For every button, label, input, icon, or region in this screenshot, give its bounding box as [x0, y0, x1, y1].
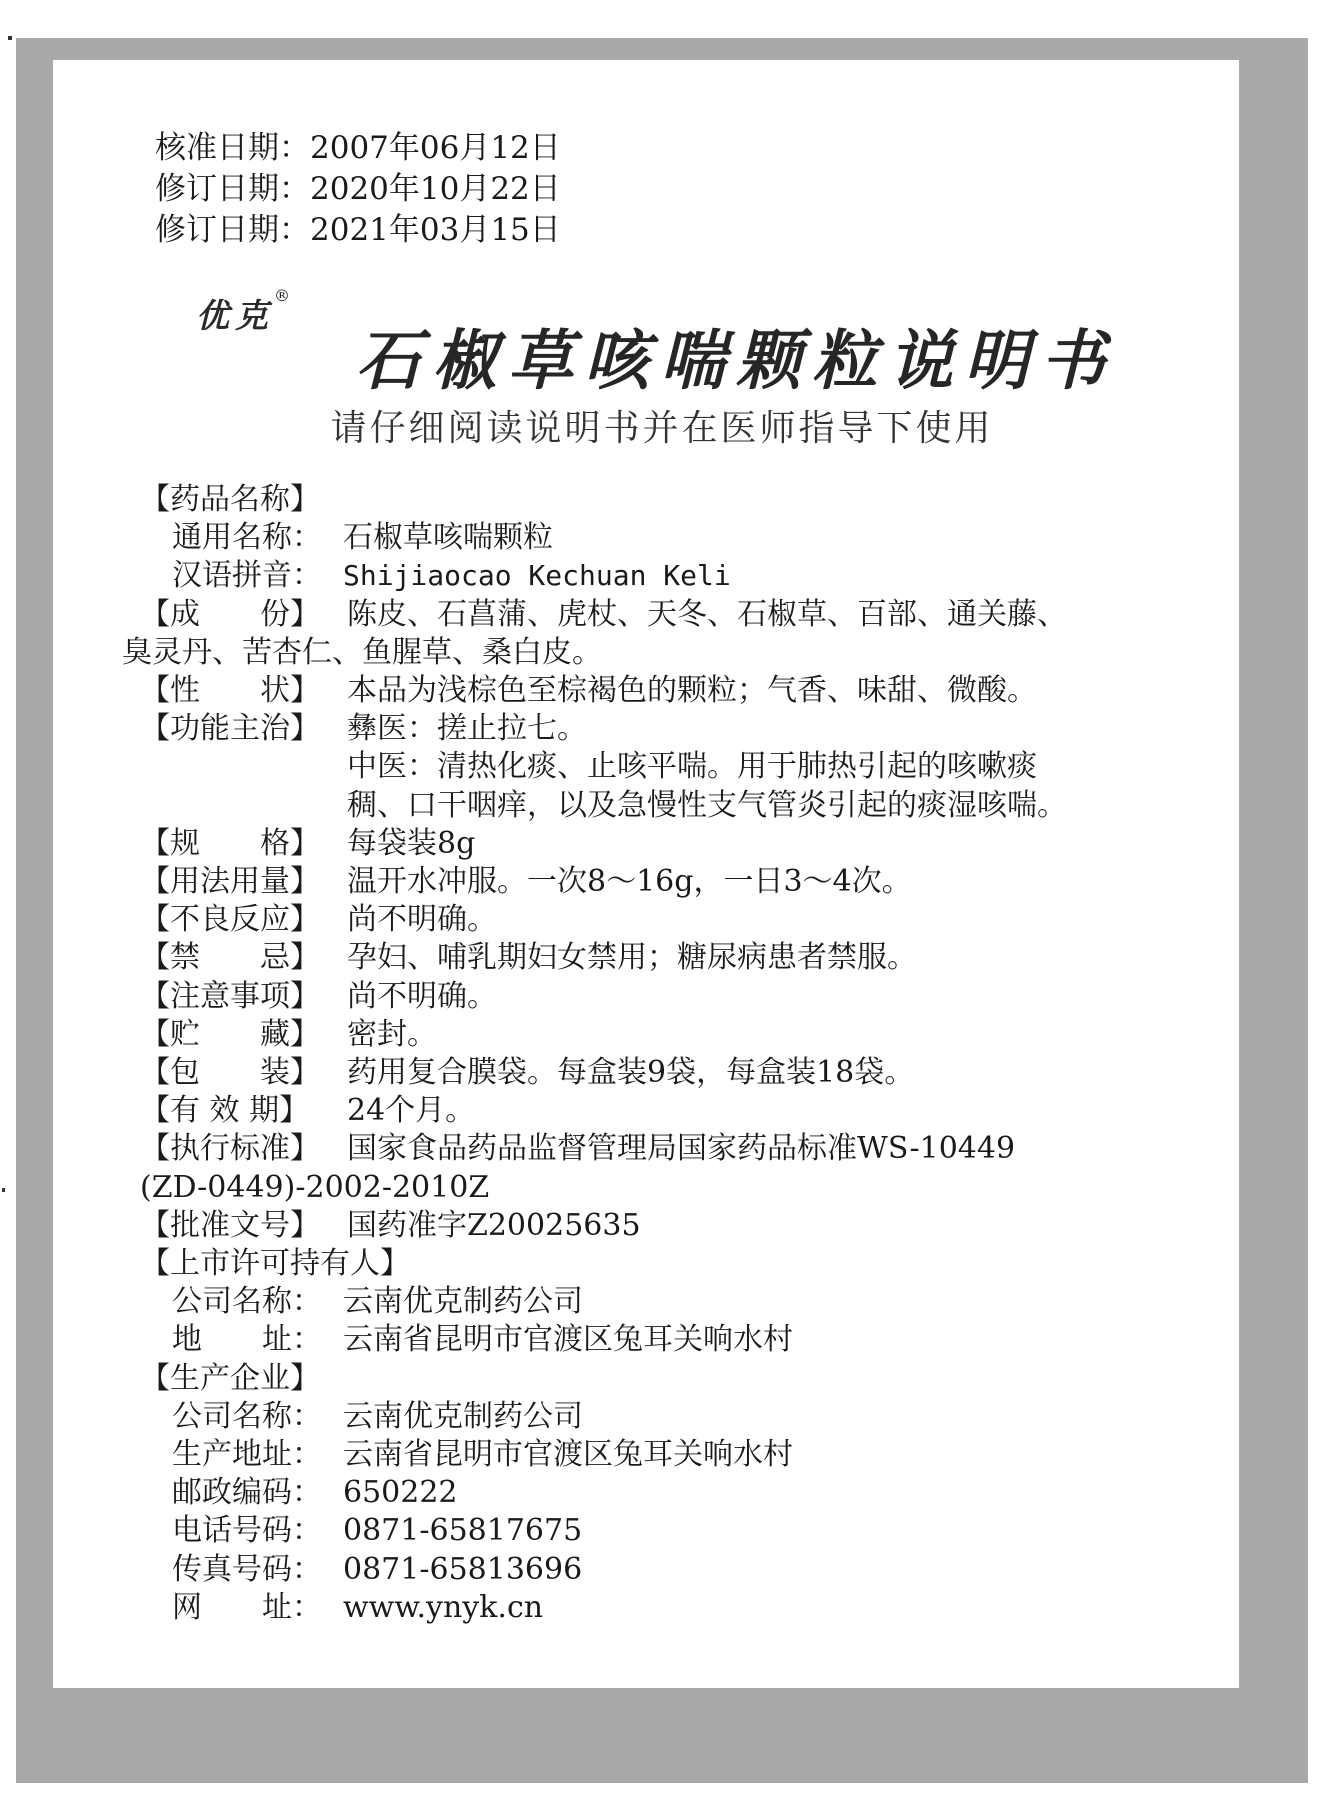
- field-value: 650222: [343, 1475, 458, 1511]
- website-row: [140, 1589, 1160, 1627]
- holder-company-row: [140, 1283, 1160, 1321]
- field-value: 云南优克制药公司: [343, 1284, 583, 1320]
- leaflet-content: [122, 481, 1160, 1627]
- section-heading: 【生产企业】: [140, 1360, 320, 1396]
- field-label: 汉语拼音：: [172, 558, 322, 594]
- field-label: 【包 装】: [140, 1055, 320, 1091]
- field-value: 云南省昆明市官渡区兔耳关响水村: [343, 1322, 793, 1358]
- field-value: 国药准字Z20025635: [347, 1207, 641, 1243]
- field-label: 【禁 忌】: [140, 940, 320, 976]
- revision-date-row: [155, 169, 561, 210]
- field-label: 【执行标准】: [140, 1131, 320, 1167]
- scan-artifact-mark: [8, 36, 12, 40]
- indications-row-continued: 中医：清热化痰、止咳平喘。用于肺热引起的咳嗽痰: [347, 749, 1037, 785]
- field-value: 彝医：搓止拉七。: [347, 711, 587, 747]
- precautions-row: [140, 978, 1160, 1016]
- field-value: 药用复合膜袋。每盒装9袋，每盒装18袋。: [347, 1055, 915, 1091]
- field-label: 【注意事项】: [140, 978, 320, 1014]
- validity-row: [140, 1092, 1160, 1130]
- indications-row-continued: 稠、口干咽痒，以及急慢性支气管炎引起的痰湿咳喘。: [347, 787, 1067, 823]
- field-value: Shijiaocao Kechuan Keli: [343, 559, 731, 593]
- postal-code-row: [140, 1474, 1160, 1512]
- field-label: 生产地址：: [172, 1437, 322, 1473]
- date-value: 2020年10月22日: [310, 171, 561, 207]
- field-label: 地 址：: [172, 1322, 322, 1358]
- date-label: 修订日期：: [155, 171, 310, 207]
- field-label: 【不良反应】: [140, 902, 320, 938]
- section-heading: 【上市许可持有人】: [140, 1246, 410, 1282]
- field-label: 公司名称：: [172, 1284, 322, 1320]
- field-value: 0871-65817675: [343, 1513, 583, 1549]
- field-value: 24个月。: [347, 1093, 476, 1129]
- field-value: 每袋装8g: [347, 825, 476, 861]
- registered-mark: ®: [274, 286, 290, 305]
- field-label: 【批准文号】: [140, 1207, 320, 1243]
- fax-row: [140, 1551, 1160, 1589]
- adverse-reactions-row: [140, 901, 1160, 939]
- scan-artifact-mark: [2, 1188, 5, 1192]
- website-link[interactable]: www.ynyk.cn: [343, 1589, 544, 1625]
- generic-name-row: [140, 519, 1160, 557]
- field-label: 邮政编码：: [172, 1475, 322, 1511]
- date-label: 修订日期：: [155, 212, 310, 248]
- field-value: 石椒草咳喘颗粒: [343, 520, 553, 556]
- revision-date-row: [155, 210, 561, 251]
- manufacturer-company-row: [140, 1398, 1160, 1436]
- spec-row: [140, 825, 1160, 863]
- document-title: 石椒草咳喘颗粒说明书: [356, 323, 1117, 399]
- field-value: 国家食品药品监督管理局国家药品标准WS-10449: [347, 1131, 1016, 1167]
- storage-row: [140, 1016, 1160, 1054]
- field-value: 密封。: [347, 1016, 437, 1052]
- brand-logo: [196, 286, 290, 337]
- field-label: 公司名称：: [172, 1398, 322, 1434]
- field-value: 尚不明确。: [347, 978, 497, 1014]
- brand-name: 优克: [196, 296, 274, 335]
- document-subtitle: 请仔细阅读说明书并在医师指导下使用: [330, 408, 994, 449]
- phone-row: [140, 1512, 1160, 1550]
- field-value: 温开水冲服。一次8～16g，一日3～4次。: [347, 864, 912, 900]
- section-heading: 【药品名称】: [140, 482, 320, 517]
- package-row: [140, 1054, 1160, 1092]
- contraindications-row: [140, 939, 1160, 977]
- manufacturer-address-row: [140, 1436, 1160, 1474]
- field-label: 【成 份】: [140, 596, 320, 632]
- field-label: 电话号码：: [172, 1513, 322, 1549]
- field-value: 尚不明确。: [347, 902, 497, 938]
- dates-block: [155, 128, 561, 251]
- holder-address-row: [140, 1321, 1160, 1359]
- field-label: 网 址：: [172, 1589, 322, 1625]
- ingredients-row: [140, 596, 1160, 634]
- ingredients-row-continued: 臭灵丹、苦杏仁、鱼腥草、桑白皮。: [122, 634, 602, 670]
- approval-number-row: [140, 1207, 1160, 1245]
- field-value: 本品为浅棕色至棕褐色的颗粒；气香、味甜、微酸。: [347, 673, 1037, 709]
- standard-row-continued: (ZD-0449)-2002-2010Z: [140, 1169, 490, 1205]
- pinyin-row: [140, 557, 1160, 595]
- standard-row: [140, 1130, 1160, 1168]
- field-value: 云南省昆明市官渡区兔耳关响水村: [343, 1437, 793, 1473]
- date-value: 2021年03月15日: [310, 212, 561, 248]
- field-value: 孕妇、哺乳期妇女禁用；糖尿病患者禁服。: [347, 940, 917, 976]
- dosage-row: [140, 863, 1160, 901]
- date-value: 2007年06月12日: [310, 130, 561, 166]
- field-label: 通用名称：: [172, 520, 322, 556]
- field-label: 【规 格】: [140, 825, 320, 861]
- approval-date-row: [155, 128, 561, 169]
- date-label: 核准日期：: [155, 130, 310, 166]
- field-label: 【性 状】: [140, 673, 320, 709]
- field-value: 0871-65813696: [343, 1551, 583, 1587]
- field-label: 传真号码：: [172, 1551, 322, 1587]
- indications-row: [140, 710, 1160, 748]
- field-label: 【贮 藏】: [140, 1016, 320, 1052]
- field-label: 【功能主治】: [140, 711, 320, 747]
- field-value: 云南优克制药公司: [343, 1398, 583, 1434]
- field-label: 【用法用量】: [140, 864, 320, 900]
- field-label: 【有 效 期】: [140, 1093, 310, 1129]
- description-row: [140, 672, 1160, 710]
- field-value: 陈皮、石菖蒲、虎杖、天冬、石椒草、百部、通关藤、: [347, 596, 1067, 632]
